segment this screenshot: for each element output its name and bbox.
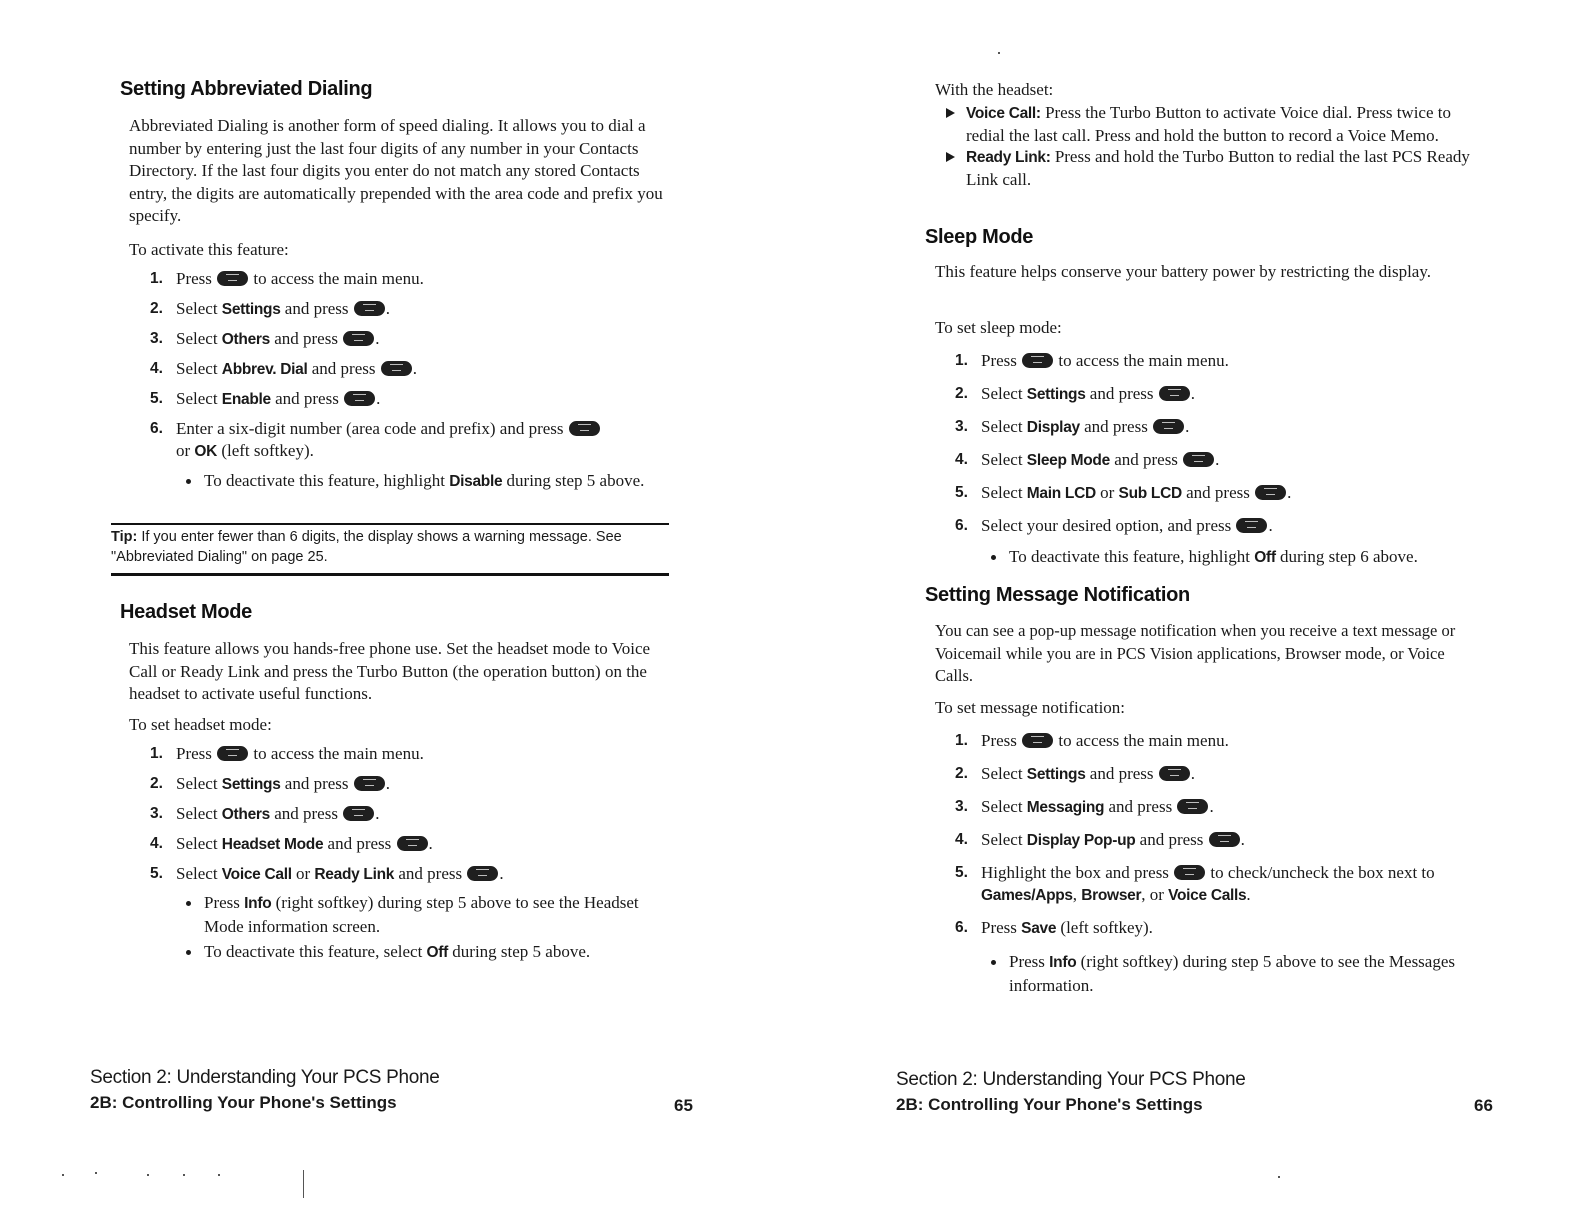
sleep-step-5: 5. Select Main LCD or Sub LCD and press . [955, 483, 1292, 502]
headset-deactivate-bullet: To deactivate this feature, select Off during step 5 above. [182, 941, 652, 965]
scan-dot [998, 52, 1000, 54]
menu-ok-key-icon [569, 421, 600, 436]
tip-box: Tip: If you enter fewer than 6 digits, the display shows a warning message. See "Abbreviated Dialing" on page 25. [111, 523, 669, 576]
headset-cont-lead: With the headset: [935, 80, 1054, 99]
bullet-icon [991, 555, 996, 560]
message-intro: You can see a pop-up message notification when you receive a text message or Voicemail while you are in PCS Vision applications, Browser mode, or Voice Calls. [935, 621, 1456, 685]
headset-step-2: 2. Select Settings and press . [150, 774, 391, 793]
voice-call-item: Voice Call: Press the Turbo Button to activate Voice dial. Press twice to redial the last call. Press and hold the button to record a Voice Memo. [944, 102, 1472, 146]
menu-ok-key-icon [1209, 832, 1240, 847]
sleep-steps [955, 350, 1515, 545]
abbrev-step-1: 1. Press to access the main menu. [150, 269, 424, 288]
message-step-1: 1. Press to access the main menu. [955, 731, 1229, 750]
headset-step-4: 4. Select Headset Mode and press . [150, 834, 433, 853]
scan-dot [183, 1174, 185, 1176]
menu-ok-key-icon [1159, 386, 1190, 401]
sleep-step-3: 3. Select Display and press . [955, 417, 1190, 436]
message-set-lead: To set message notification: [935, 698, 1126, 717]
sleep-step-1: 1. Press to access the main menu. [955, 351, 1229, 370]
scan-dot [62, 1174, 64, 1176]
abbrev-step-4: 4. Select Abbrev. Dial and press . [150, 359, 417, 378]
menu-ok-key-icon [217, 746, 248, 761]
bullet-icon [186, 901, 191, 906]
menu-ok-key-icon [1255, 485, 1286, 500]
menu-ok-key-icon [1022, 353, 1053, 368]
message-step-2: 2. Select Settings and press . [955, 764, 1196, 783]
sleep-intro: This feature helps conserve your battery power by restricting the display. [935, 262, 1431, 281]
sleep-step-2: 2. Select Settings and press . [955, 384, 1196, 403]
headset-mode-heading: Headset Mode [120, 601, 252, 623]
arrow-bullet-icon [946, 108, 955, 118]
sleep-step-6: 6. Select your desired option, and press . [955, 516, 1273, 535]
abbrev-dialing-heading: Setting Abbreviated Dialing [120, 78, 373, 100]
menu-ok-key-icon [343, 331, 374, 346]
page-number: 65 [674, 1096, 693, 1115]
menu-ok-key-icon [1159, 766, 1190, 781]
footer-section-title: Section 2: Understanding Your PCS Phone [896, 1069, 1246, 1090]
menu-ok-key-icon [343, 806, 374, 821]
scan-dot [1278, 1176, 1280, 1178]
menu-ok-key-icon [397, 836, 428, 851]
menu-ok-key-icon [1236, 518, 1267, 533]
message-step-6: 6. Press Save (left softkey). [955, 918, 1153, 937]
abbrev-step-2: 2. Select Settings and press . [150, 299, 391, 318]
menu-ok-key-icon [1153, 419, 1184, 434]
menu-ok-key-icon [1174, 865, 1205, 880]
message-step-4: 4. Select Display Pop-up and press . [955, 830, 1245, 849]
abbrev-step-6: 6. Enter a six-digit number (area code and prefix) and press or OK (left softkey). [150, 418, 690, 463]
sleep-deactivate-bullet: To deactivate this feature, highlight Off during step 6 above. [987, 546, 1569, 570]
scan-dot [95, 1172, 97, 1174]
abbrev-deactivate-bullet: To deactivate this feature, highlight Disable during step 5 above. [182, 470, 684, 494]
headset-cont-list [944, 102, 1472, 190]
bullet-icon [991, 960, 996, 965]
menu-ok-key-icon [1177, 799, 1208, 814]
abbrev-steps [150, 268, 690, 463]
menu-ok-key-icon [354, 301, 385, 316]
headset-bullets [182, 892, 652, 965]
abbrev-intro: Abbreviated Dialing is another form of speed dialing. It allows you to dial a number by entering just the last four digits of any number in your Contacts Directory. If the last four digits you enter do not match any stored Contacts entry, the digits are automatically prepended with the area code and prefix you specify. [129, 116, 663, 225]
right-page [792, 0, 1584, 1224]
ready-link-item: Ready Link: Press and hold the Turbo Button to redial the last PCS Ready Link call. [944, 146, 1472, 190]
menu-ok-key-icon [1183, 452, 1214, 467]
footer-section-title: Section 2: Understanding Your PCS Phone [90, 1067, 440, 1088]
sleep-set-lead: To set sleep mode: [935, 318, 1062, 337]
message-notification-heading: Setting Message Notification [925, 584, 1190, 606]
headset-step-1: 1. Press to access the main menu. [150, 744, 424, 763]
headset-info-bullet: Press Info (right softkey) during step 5 above to see the Headset Mode information screen. [182, 892, 652, 938]
headset-intro: This feature allows you hands-free phone use. Set the headset mode to Voice Call or Ready Link and press the Turbo Button (the operation button) on the headset to activate useful functions. [129, 639, 651, 703]
scan-dot [218, 1174, 220, 1176]
menu-ok-key-icon [217, 271, 248, 286]
message-step-5: 5. Highlight the box and press to check/uncheck the box next to Games/Apps, Browser, or Voice Calls. [955, 863, 1435, 904]
footer-chapter-title: 2B: Controlling Your Phone's Settings [90, 1093, 397, 1112]
message-step-3: 3. Select Messaging and press . [955, 797, 1214, 816]
menu-ok-key-icon [344, 391, 375, 406]
message-steps [955, 730, 1495, 940]
sleep-mode-heading: Sleep Mode [925, 226, 1034, 248]
bullet-icon [186, 479, 191, 484]
menu-ok-key-icon [1022, 733, 1053, 748]
page-number: 66 [1474, 1096, 1493, 1115]
menu-ok-key-icon [354, 776, 385, 791]
sleep-step-4: 4. Select Sleep Mode and press . [955, 450, 1220, 469]
scan-mark [303, 1170, 304, 1198]
headset-set-lead: To set headset mode: [129, 715, 272, 734]
bullet-icon [186, 950, 191, 955]
footer-chapter-title: 2B: Controlling Your Phone's Settings [896, 1095, 1203, 1114]
abbrev-activate-lead: To activate this feature: [129, 240, 289, 259]
message-info-bullet: Press Info (right softkey) during step 5 above to see the Messages information. [987, 951, 1469, 997]
abbrev-step-5: 5. Select Enable and press . [150, 389, 381, 408]
headset-step-3: 3. Select Others and press . [150, 804, 380, 823]
scan-dot [147, 1174, 149, 1176]
menu-ok-key-icon [381, 361, 412, 376]
headset-steps [150, 743, 690, 886]
headset-step-5: 5. Select Voice Call or Ready Link and press . [150, 864, 504, 883]
abbrev-step-3: 3. Select Others and press . [150, 329, 380, 348]
menu-ok-key-icon [467, 866, 498, 881]
arrow-bullet-icon [946, 152, 955, 162]
